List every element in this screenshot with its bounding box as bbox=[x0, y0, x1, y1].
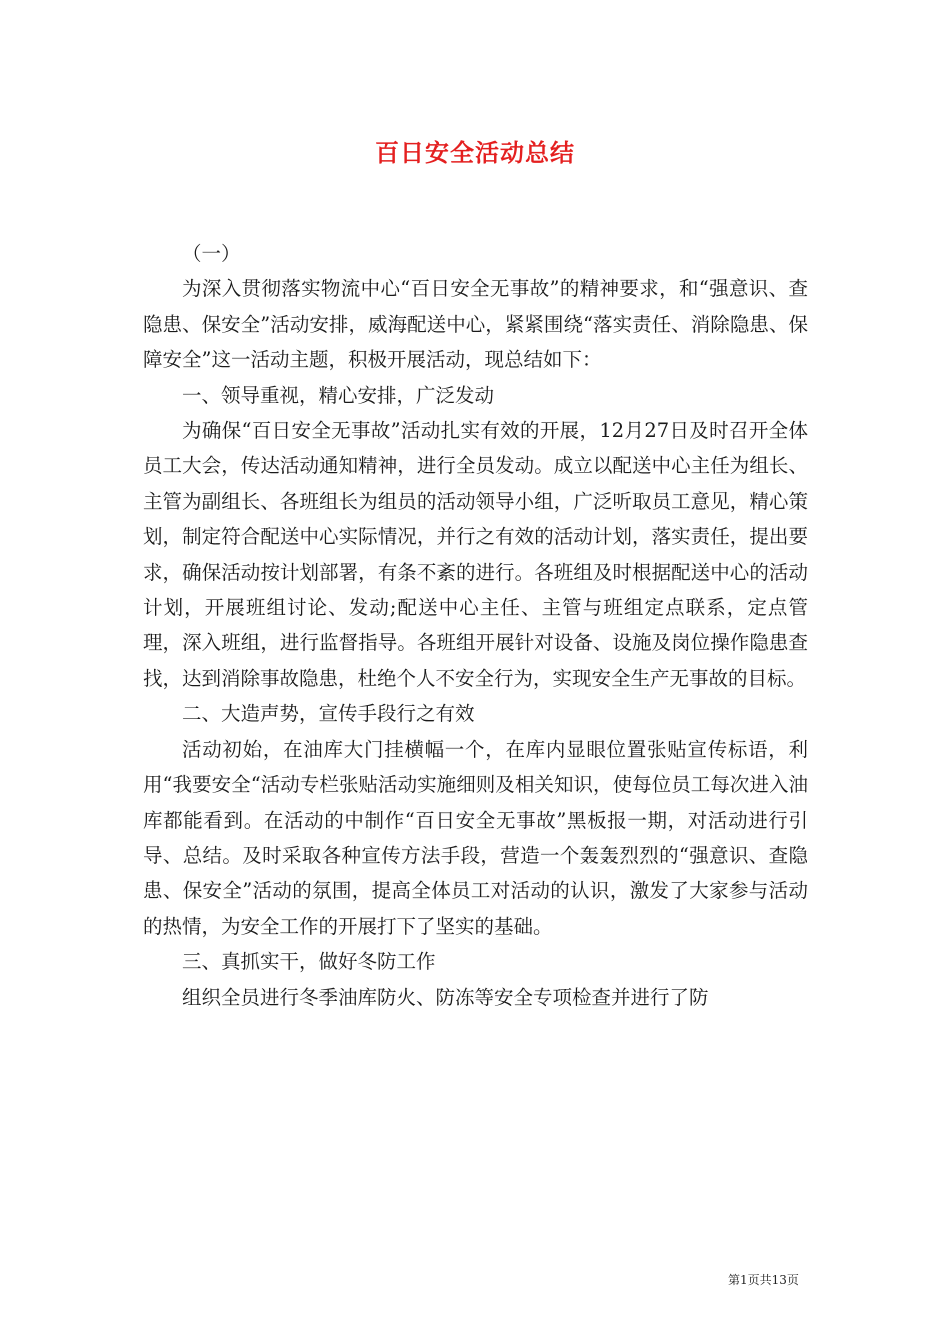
paragraph-section-2: 活动初始，在油库大门挂横幅一个，在库内显眼位置张贴宣传标语，利用“我要安全“活动专栏张贴活动实施细则及相关知识，使每位员工每次进入油库都能看到。在活动的中制作“百日安全无事故”黑板报一期，对活动进行引导、总结。及时采取各种宣传方法手段，营造一个轰轰烈烈的“强意识、查隐患、保安全”活动的氛围，提高全体员工对活动的认识，激发了大家参与活动的热情，为安全工作的开展打下了坚实的基础。 bbox=[143, 737, 808, 938]
paragraph-section-3: 组织全员进行冬季油库防火、防冻等安全专项检查并进行了防 bbox=[182, 985, 709, 1009]
document-body bbox=[143, 236, 808, 1015]
document-title: 百日安全活动总结 bbox=[375, 138, 575, 167]
heading-section-3: 三、真抓实干，做好冬防工作 bbox=[182, 950, 436, 974]
heading-section-2: 二、大造声势，宣传手段行之有效 bbox=[182, 702, 475, 726]
paragraph-section-1: 为确保“百日安全无事故”活动扎实有效的开展，12月27日及时召开全体员工大会，传达活动通知精神，进行全员发动。成立以配送中心主任为组长、主管为副组长、各班组长为组员的活动领导小组，广泛听取员工意见，精心策划，制定符合配送中心实际情况，并行之有效的活动计划，落实责任，提出要求，确保活动按计划部署，有条不紊的进行。各班组及时根据配送中心的活动计划，开展班组讨论、发动;配送中心主任、主管与班组定点联系，定点管理，深入班组，进行监督指导。各班组开展针对设备、设施及岗位操作隐患查找，达到消除事故隐患，杜绝个人不安全行为，实现安全生产无事故的目标。 bbox=[143, 419, 808, 690]
heading-section-1: 一、领导重视，精心安排，广泛发动 bbox=[182, 383, 495, 407]
paragraph-section-marker: （一） bbox=[182, 242, 241, 265]
page-number-footer: 第1页共13页 bbox=[728, 1273, 799, 1287]
paragraph-intro: 为深入贯彻落实物流中心“百日安全无事故”的精神要求，和“强意识、查隐患、保安全”活动安排，威海配送中心，紧紧围绕“落实责任、消除隐患、保障安全”这一活动主题，积极开展活动，现总结如下： bbox=[143, 277, 808, 372]
